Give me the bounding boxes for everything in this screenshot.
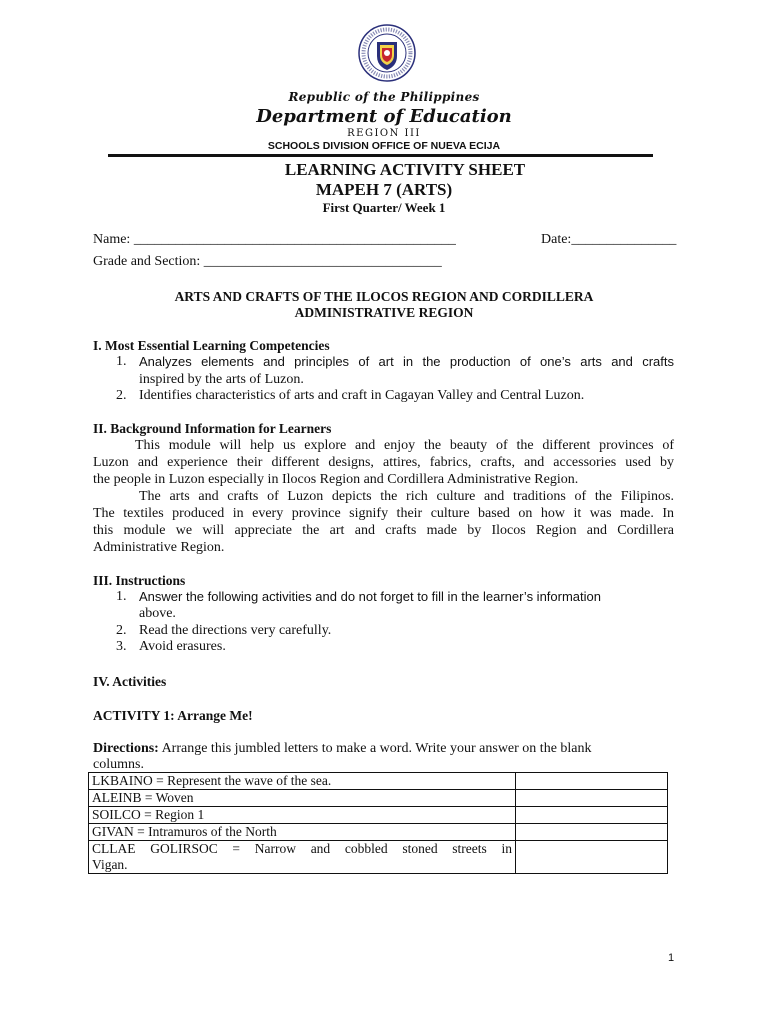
competencies-heading: I. Most Essential Learning Competencies	[93, 338, 330, 353]
background-line: Luzon and experience their different designs, attires, fabrics, crafts, and accessories used by	[93, 455, 674, 470]
answer-cell[interactable]	[516, 841, 668, 874]
answer-cell[interactable]	[516, 790, 668, 807]
table-row	[89, 841, 668, 874]
list-number: 1.	[116, 589, 127, 604]
republic-line: Republic of the Philippines	[288, 90, 480, 104]
background-heading: II. Background Information for Learners	[93, 421, 332, 436]
clue-cell: ALEINB = Woven	[89, 790, 516, 807]
background-line: the people in Luzon especially in Ilocos Region and Cordillera Administrative Region.	[93, 472, 579, 487]
list-number: 3.	[116, 639, 127, 654]
directions	[93, 741, 592, 757]
background-line: The arts and crafts of Luzon depicts the rich culture and traditions of the Filipinos.	[139, 489, 674, 504]
name-field[interactable]: Name: ______________________________________________	[93, 232, 456, 247]
background-line: This module will help us explore and enjoy the beauty of the different provinces of	[135, 438, 674, 453]
clue-cell	[89, 841, 516, 874]
competency-item-1: Analyzes elements and principles of art in the production of one’s arts and crafts	[139, 354, 674, 369]
answer-cell[interactable]	[516, 773, 668, 790]
competency-item-2: Identifies characteristics of arts and craft in Cagayan Valley and Central Luzon.	[139, 388, 585, 403]
directions-cont: columns.	[93, 757, 144, 772]
list-number: 1.	[116, 354, 127, 369]
table-row	[89, 824, 668, 841]
background-line: this module we will appreciate the art and crafts made by Ilocos Region and Cordillera	[93, 523, 674, 538]
department-name: Department of Education	[256, 106, 512, 127]
region-line: REGION III	[347, 128, 421, 139]
instructions-heading: III. Instructions	[93, 573, 186, 588]
instruction-item-3: Avoid erasures.	[139, 639, 226, 654]
answer-cell[interactable]	[516, 824, 668, 841]
background-line: Administrative Region.	[93, 540, 225, 555]
division-office: SCHOOLS DIVISION OFFICE OF NUEVA ECIJA	[267, 140, 501, 152]
directions-text: Arrange this jumbled letters to make a word. Write your answer on the blank	[158, 741, 592, 756]
topic-title-line1: ARTS AND CRAFTS OF THE ILOCOS REGION AND CORDILLERA	[174, 289, 594, 304]
topic-title-line2: ADMINISTRATIVE REGION	[294, 305, 474, 320]
activity-table	[88, 772, 668, 874]
answer-cell[interactable]	[516, 807, 668, 824]
page-number: 1	[668, 952, 675, 964]
instruction-item-2: Read the directions very carefully.	[139, 623, 332, 638]
deped-seal-logo	[358, 24, 416, 82]
clue-text-cont: Vigan.	[92, 857, 128, 872]
grade-section-field[interactable]: Grade and Section: __________________________________	[93, 254, 442, 269]
clue-cell: LKBAINO = Represent the wave of the sea.	[89, 773, 516, 790]
instruction-item-1-cont: above.	[139, 606, 176, 621]
clue-cell: GIVAN = Intramuros of the North	[89, 824, 516, 841]
directions-label: Directions:	[93, 741, 159, 756]
subject-title: MAPEH 7 (ARTS)	[315, 180, 453, 199]
background-line: The textiles produced in every province signify their culture based on how it was made. In	[93, 506, 674, 521]
date-field[interactable]: Date:_______________	[541, 232, 677, 247]
clue-text: CLLAE GOLIRSOC = Narrow and cobbled stoned streets in	[92, 841, 512, 856]
competency-item-1-cont: inspired by the arts of Luzon.	[139, 372, 304, 387]
header-rule	[108, 154, 653, 157]
activities-heading: IV. Activities	[93, 674, 167, 689]
table-row	[89, 773, 668, 790]
instruction-item-1: Answer the following activities and do not forget to fill in the learner’s information	[139, 589, 601, 604]
quarter-week: First Quarter/ Week 1	[322, 200, 446, 215]
activity-1-title: ACTIVITY 1: Arrange Me!	[93, 708, 253, 723]
clue-cell: SOILCO = Region 1	[89, 807, 516, 824]
table-row	[89, 807, 668, 824]
list-number: 2.	[116, 623, 127, 638]
sheet-title: LEARNING ACTIVITY SHEET	[284, 160, 526, 179]
list-number: 2.	[116, 388, 127, 403]
table-row	[89, 790, 668, 807]
